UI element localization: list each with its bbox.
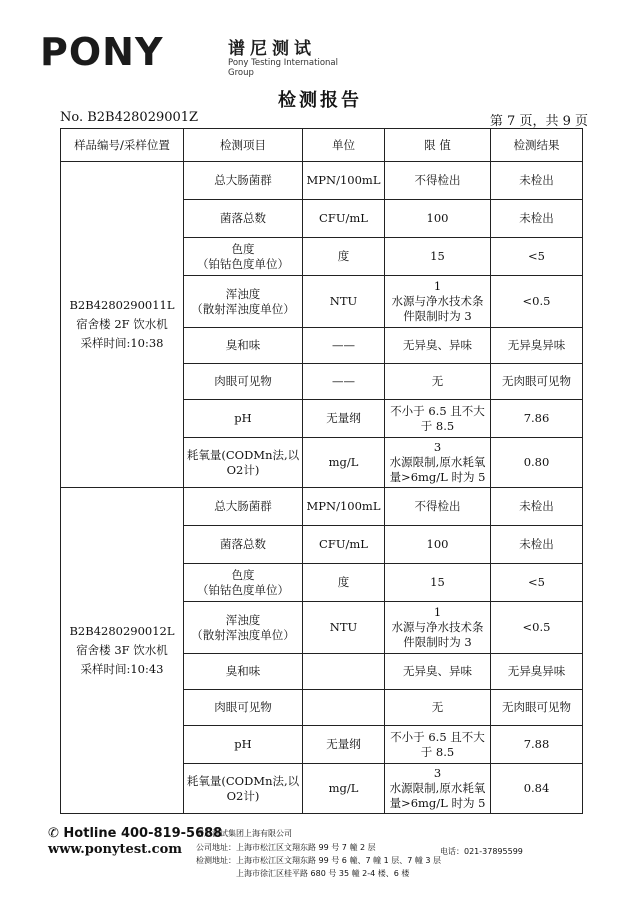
cell-result: 7.88 xyxy=(491,726,583,764)
test-results-table xyxy=(60,128,583,814)
cell-item: 菌落总数 xyxy=(184,200,303,238)
cell-item: 色度 （铂钴色度单位） xyxy=(184,564,303,602)
report-title: 检测报告 xyxy=(278,90,362,111)
company-name-en: Pony Testing International Group xyxy=(228,58,338,78)
cell-result: 未检出 xyxy=(491,526,583,564)
cell-unit: —— xyxy=(303,364,385,400)
cell-item: 耗氧量(CODMn法,以 O2计) xyxy=(184,764,303,814)
cell-result: <0.5 xyxy=(491,276,583,328)
sample-info-line: 采样时间:10:38 xyxy=(80,336,164,350)
cell-unit: mg/L xyxy=(303,764,385,814)
cell-unit: 无量纲 xyxy=(303,400,385,438)
cell-unit: CFU/mL xyxy=(303,200,385,238)
cell-item: 臭和味 xyxy=(184,654,303,690)
cell-result: 无异臭异味 xyxy=(491,328,583,364)
letterhead xyxy=(40,30,360,80)
table-row xyxy=(61,162,583,200)
header-unit: 单位 xyxy=(303,129,385,162)
cell-item: 肉眼可见物 xyxy=(184,364,303,400)
cell-result: 未检出 xyxy=(491,488,583,526)
cell-unit: CFU/mL xyxy=(303,526,385,564)
cell-unit: —— xyxy=(303,328,385,364)
cell-limit: 不小于 6.5 且不大 于 8.5 xyxy=(385,726,491,764)
sample-info-line: 宿舍楼 3F 饮水机 xyxy=(76,643,168,657)
cell-limit: 1 水源与净水技术条 件限制时为 3 xyxy=(385,602,491,654)
cell-unit xyxy=(303,690,385,726)
footer-company: 谱尼测试集团上海有限公司 xyxy=(196,829,292,838)
sample-info-line: 宿舍楼 2F 饮水机 xyxy=(76,317,168,331)
cell-result: 无异臭异味 xyxy=(491,654,583,690)
table-row xyxy=(61,488,583,526)
cell-result: <0.5 xyxy=(491,602,583,654)
cell-result: <5 xyxy=(491,238,583,276)
company-address: 公司地址：上海市松江区文翔东路 99 号 7 幢 2 层 xyxy=(196,843,376,852)
cell-limit: 无 xyxy=(385,690,491,726)
hotline: ✆ Hotline 400-819-5688 xyxy=(48,826,223,841)
cell-limit: 不小于 6.5 且不大 于 8.5 xyxy=(385,400,491,438)
cell-limit: 不得检出 xyxy=(385,162,491,200)
cell-item: pH xyxy=(184,400,303,438)
cell-limit: 3 水源限制,原水耗氧 量>6mg/L 时为 5 xyxy=(385,438,491,488)
cell-item: 总大肠菌群 xyxy=(184,488,303,526)
footer xyxy=(48,826,608,896)
cell-result: 无肉眼可见物 xyxy=(491,364,583,400)
cell-unit: NTU xyxy=(303,276,385,328)
cell-unit: 度 xyxy=(303,238,385,276)
cell-result: 无肉眼可见物 xyxy=(491,690,583,726)
cell-item: 菌落总数 xyxy=(184,526,303,564)
header-limit: 限 值 xyxy=(385,129,491,162)
cell-item: 臭和味 xyxy=(184,328,303,364)
website: www.ponytest.com xyxy=(48,842,183,857)
pony-logo: PONY xyxy=(40,30,164,74)
sample-info-line: B2B4280290012L xyxy=(69,624,175,638)
sample-info-line: B2B4280290011L xyxy=(69,298,175,312)
cell-limit: 不得检出 xyxy=(385,488,491,526)
cell-limit: 无异臭、异味 xyxy=(385,328,491,364)
cell-unit xyxy=(303,654,385,690)
cell-item: pH xyxy=(184,726,303,764)
cell-item: 浑浊度 （散射浑浊度单位） xyxy=(184,602,303,654)
cell-unit: 度 xyxy=(303,564,385,602)
cell-unit: 无量纲 xyxy=(303,726,385,764)
header-item: 检测项目 xyxy=(184,129,303,162)
sample-info-cell xyxy=(61,488,184,814)
cell-limit: 15 xyxy=(385,238,491,276)
cell-result: 未检出 xyxy=(491,162,583,200)
cell-limit: 3 水源限制,原水耗氧 量>6mg/L 时为 5 xyxy=(385,764,491,814)
lab-address: 检测地址：上海市松江区文翔东路 99 号 6 幢、7 幢 1 层、7 幢 3 层 xyxy=(196,856,442,865)
cell-item: 色度 （铂钴色度单位） xyxy=(184,238,303,276)
cell-limit: 1 水源与净水技术条 件限制时为 3 xyxy=(385,276,491,328)
cell-limit: 100 xyxy=(385,200,491,238)
cell-limit: 无 xyxy=(385,364,491,400)
page-indicator: 第 7 页，共 9 页 xyxy=(489,114,588,129)
report-number: No. B2B428029001Z xyxy=(60,110,199,125)
company-name-cn: 谱尼测试 xyxy=(228,39,316,59)
lab-address-2: 上海市徐汇区桂平路 680 号 35 幢 2-4 楼、6 楼 xyxy=(236,869,410,878)
header-result: 检测结果 xyxy=(491,129,583,162)
cell-result: 0.80 xyxy=(491,438,583,488)
sample-info-line: 采样时间:10:43 xyxy=(80,662,164,676)
cell-result: 0.84 xyxy=(491,764,583,814)
cell-limit: 无异臭、异味 xyxy=(385,654,491,690)
cell-item: 耗氧量(CODMn法,以 O2计) xyxy=(184,438,303,488)
table-header-row xyxy=(61,129,583,162)
cell-unit: NTU xyxy=(303,602,385,654)
phone: 电话：021-37895599 xyxy=(440,847,523,856)
cell-item: 肉眼可见物 xyxy=(184,690,303,726)
cell-unit: MPN/100mL xyxy=(303,488,385,526)
cell-result: <5 xyxy=(491,564,583,602)
cell-result: 7.86 xyxy=(491,400,583,438)
header-sample: 样品编号/采样位置 xyxy=(61,129,184,162)
cell-unit: MPN/100mL xyxy=(303,162,385,200)
cell-result: 未检出 xyxy=(491,200,583,238)
cell-item: 浑浊度 （散射浑浊度单位） xyxy=(184,276,303,328)
cell-limit: 100 xyxy=(385,526,491,564)
cell-item: 总大肠菌群 xyxy=(184,162,303,200)
cell-limit: 15 xyxy=(385,564,491,602)
sample-info-cell xyxy=(61,162,184,488)
cell-unit: mg/L xyxy=(303,438,385,488)
